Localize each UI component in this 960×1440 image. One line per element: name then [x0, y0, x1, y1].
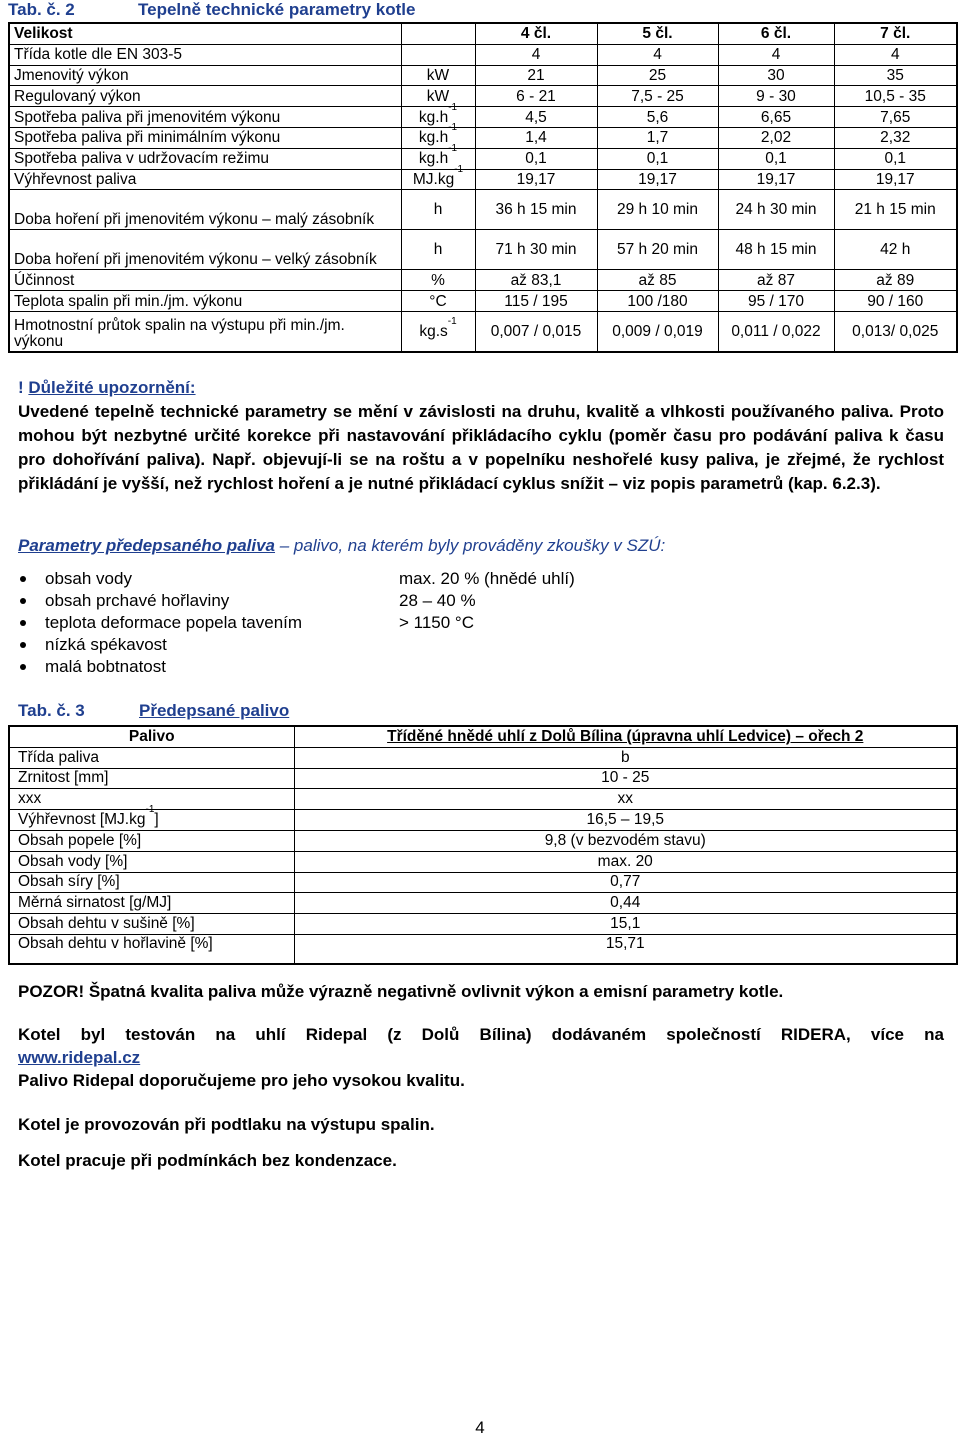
row-label [9, 747, 294, 768]
table-row [9, 291, 957, 312]
tab3-heading [18, 701, 290, 721]
label-text: Obsah popele [%] [18, 831, 142, 849]
tab2-title: Tepelně technické parametry kotle [138, 0, 416, 19]
item-label: malá bobtnatost [45, 657, 166, 676]
unit-exponent: -1 [448, 122, 458, 134]
row-unit [401, 143, 475, 169]
value-cell: 42 h [834, 230, 957, 270]
value-cell: 6 - 21 [475, 86, 597, 107]
unit-exponent: -1 [448, 101, 458, 113]
table-row [9, 830, 957, 851]
table-row [9, 169, 957, 190]
tab3-label: Tab. č. 3 [18, 701, 85, 720]
row-unit [401, 291, 475, 312]
table-row [9, 107, 957, 128]
label-text: xxx [18, 790, 42, 808]
value-cell: 0,1 [834, 148, 957, 169]
row-label [9, 872, 294, 893]
value-cell: 30 [718, 65, 834, 86]
unit-text: kW [426, 66, 450, 84]
tested-text: Kotel byl testován na uhlí Ridepal (z Dolů Bílina) dodávaném společností RIDERA, více na [18, 1025, 944, 1044]
value-cell: 48 h 15 min [718, 230, 834, 270]
value-cell: 19,17 [718, 169, 834, 190]
row-label: Spotřeba paliva v udržovacím režimu [9, 148, 401, 169]
list-item [18, 634, 302, 656]
value-cell: 25 [597, 65, 718, 86]
list-item [18, 590, 476, 612]
label-text: Třída paliva [18, 748, 99, 766]
value-cell: max. 20 [294, 851, 957, 872]
item-label: nízká spékavost [45, 635, 167, 654]
recommend-text: Palivo Ridepal doporučujeme pro jeho vysokou kvalitu. [18, 1071, 465, 1090]
value-cell: 21 [475, 65, 597, 86]
value-cell: 71 h 30 min [475, 230, 597, 270]
value-cell: 9 - 30 [718, 86, 834, 107]
row-unit [401, 44, 475, 65]
table-row [9, 86, 957, 107]
item-label: obsah prchavé hořlaviny [45, 591, 230, 610]
item-label: teplota deformace popela tavením [45, 613, 303, 632]
value-cell: až 87 [718, 270, 834, 291]
list-item [18, 612, 475, 634]
row-label [9, 851, 294, 872]
tab2-label: Tab. č. 2 [8, 0, 75, 19]
fuel-params-subtitle: – palivo, na kterém byly prováděny zkoušky v SZÚ: [275, 536, 666, 555]
unit-text: % [431, 271, 445, 289]
value-cell: 29 h 10 min [597, 190, 718, 230]
value-cell: 15,71 [294, 934, 957, 964]
table-row [9, 311, 957, 352]
table-header-row [9, 726, 957, 747]
condense-text: Kotel pracuje při podmínkách bez kondenzace. [18, 1151, 397, 1170]
row-label [9, 934, 294, 964]
table-row [9, 65, 957, 86]
row-unit [401, 65, 475, 86]
bullet-icon [20, 598, 26, 604]
table-row [9, 270, 957, 291]
value-cell: b [294, 747, 957, 768]
notice-heading-text: Důležité upozornění: [28, 378, 196, 397]
value-cell: 19,17 [834, 169, 957, 190]
value-cell: 35 [834, 65, 957, 86]
row-unit [401, 122, 475, 148]
value-cell: 100 /180 [597, 291, 718, 312]
row-label [9, 830, 294, 851]
value-cell: 10 - 25 [294, 768, 957, 789]
value-cell: 95 / 170 [718, 291, 834, 312]
value-cell: 4,5 [475, 107, 597, 128]
value-cell: 7,5 - 25 [597, 86, 718, 107]
value-cell: 0,44 [294, 893, 957, 914]
table-row [9, 914, 957, 935]
value-cell: 1,7 [597, 127, 718, 148]
label-exponent: -1 [145, 804, 155, 816]
value-cell: 4 [475, 44, 597, 65]
unit-exponent: -1 [448, 143, 458, 155]
unit-text: kg.s [419, 322, 448, 340]
unit-text: h [433, 241, 443, 259]
value-cell: 0,009 / 0,019 [597, 311, 718, 352]
list-item [18, 568, 575, 590]
row-label [9, 914, 294, 935]
value-cell: 15,1 [294, 914, 957, 935]
value-cell: 5,6 [597, 107, 718, 128]
ridepal-link[interactable]: www.ridepal.cz [18, 1048, 141, 1067]
row-unit [401, 101, 475, 128]
row-label: Spotřeba paliva při minimálním výkonu [9, 127, 401, 148]
row-label: Doba hoření při jmenovitém výkonu – malý zásobník [9, 190, 401, 230]
unit-text: kW [426, 87, 450, 105]
row-label: Výhřevnost paliva [9, 169, 401, 190]
table-row [9, 230, 957, 270]
header-cell: Velikost [9, 23, 401, 44]
important-notice [18, 376, 944, 496]
value-cell: 2,02 [718, 127, 834, 148]
notice-prefix: ! [18, 378, 29, 397]
table-row [9, 747, 957, 768]
value-cell: 57 h 20 min [597, 230, 718, 270]
item-value: max. 20 % (hnědé uhlí) [399, 569, 575, 588]
header-cell [294, 726, 957, 747]
row-unit [401, 86, 475, 107]
label-suffix: ] [154, 811, 159, 829]
table-row [9, 872, 957, 893]
row-label: Spotřeba paliva při jmenovitém výkonu [9, 107, 401, 128]
row-label [9, 893, 294, 914]
row-unit [401, 163, 475, 190]
value-cell: 0,013/ 0,025 [834, 311, 957, 352]
label-text: Výhřevnost [MJ.kg [18, 811, 146, 829]
unit-text: MJ.kg [412, 170, 455, 188]
table-row [9, 851, 957, 872]
tab3-title: Předepsané palivo [139, 701, 290, 720]
unit-text: kg.h [418, 129, 449, 147]
value-cell: 19,17 [597, 169, 718, 190]
header-cell: 5 čl. [597, 23, 718, 44]
value-cell: až 89 [834, 270, 957, 291]
row-label [9, 804, 294, 831]
fuel-params-heading [18, 536, 665, 556]
header-cell: 4 čl. [475, 23, 597, 44]
header-text: Tříděné hnědé uhlí z Dolů Bílina (úpravna uhlí Ledvice) – ořech 2 [387, 727, 864, 745]
value-cell: 4 [597, 44, 718, 65]
row-label: Regulovaný výkon [9, 86, 401, 107]
row-label [9, 768, 294, 789]
value-cell: 19,17 [475, 169, 597, 190]
bullet-icon [20, 620, 26, 626]
warning-pozor: POZOR! Špatná kvalita paliva může výrazně negativně ovlivnit výkon a emisní parametry kotle. [18, 982, 784, 1001]
label-text: Obsah dehtu v sušině [%] [18, 915, 195, 933]
value-cell: 0,007 / 0,015 [475, 311, 597, 352]
label-text: Obsah vody [%] [18, 852, 128, 870]
notice-body: Uvedené tepelně technické parametry se mění v závislosti na druhu, kvalitě a vlhkosti používaného paliva. Proto mohou být nezbytné určité korekce při nastavování přikládacího cyklu (poměr času pro podávání paliva k času pro dohořívání paliva). Např. objevují-li se na roštu a v popelníku neshořelé kusy paliva, je zřejmé, že rychlost přikládání je vyšší, než rychlost hoření a je nutné přikládací cyklus snížit – viz popis parametrů (kap. 6.2.3). [18, 402, 944, 493]
row-label: Hmotnostní průtok spalin na výstupu při min./jm. výkonu [9, 311, 401, 352]
row-unit [401, 311, 475, 352]
list-item [18, 656, 302, 678]
value-cell: 21 h 15 min [834, 190, 957, 230]
table-row [9, 893, 957, 914]
row-unit [401, 190, 475, 230]
row-unit [401, 230, 475, 270]
table-row [9, 44, 957, 65]
bullet-icon [20, 642, 26, 648]
header-cell: Palivo [9, 726, 294, 747]
unit-exponent: -1 [454, 163, 464, 175]
page-number: 4 [475, 1418, 485, 1437]
value-cell: 4 [834, 44, 957, 65]
label-text: Obsah síry [%] [18, 873, 120, 891]
value-cell: až 85 [597, 270, 718, 291]
row-label: Účinnost [9, 270, 401, 291]
header-cell: 6 čl. [718, 23, 834, 44]
item-value: 28 – 40 % [399, 591, 476, 610]
table-header-row [9, 23, 957, 44]
label-text: Obsah dehtu v hořlavině [%] [18, 934, 213, 952]
value-cell: 4 [718, 44, 834, 65]
value-cell: 0,1 [718, 148, 834, 169]
label-text: Zrnitost [mm] [18, 769, 109, 787]
value-cell: 90 / 160 [834, 291, 957, 312]
value-cell: až 83,1 [475, 270, 597, 291]
unit-text: °C [429, 292, 447, 310]
operate-text: Kotel je provozován při podtlaku na výstupu spalin. [18, 1115, 435, 1134]
boiler-parameters-table [8, 22, 958, 353]
row-label: Teplota spalin při min./jm. výkonu [9, 291, 401, 312]
test-info [18, 1023, 944, 1092]
item-label: obsah vody [45, 569, 132, 588]
value-cell: 0,1 [475, 148, 597, 169]
value-cell: 0,77 [294, 872, 957, 893]
unit-text: kg.h [418, 108, 449, 126]
value-cell: 16,5 – 19,5 [294, 810, 957, 831]
value-cell: 6,65 [718, 107, 834, 128]
bullet-icon [20, 664, 26, 670]
value-cell: 24 h 30 min [718, 190, 834, 230]
value-cell: 0,011 / 0,022 [718, 311, 834, 352]
bullet-icon [20, 576, 26, 582]
value-cell: 2,32 [834, 127, 957, 148]
value-cell: 115 / 195 [475, 291, 597, 312]
unit-text: h [433, 201, 443, 219]
table-row [9, 148, 957, 169]
fuel-params-list [18, 568, 575, 678]
value-cell: 36 h 15 min [475, 190, 597, 230]
value-cell: 7,65 [834, 107, 957, 128]
value-cell: 10,5 - 35 [834, 86, 957, 107]
row-unit [401, 270, 475, 291]
fuel-params-title: Parametry předepsaného paliva [18, 536, 276, 555]
row-label: Doba hoření při jmenovitém výkonu – velký zásobník [9, 230, 401, 270]
value-cell: 1,4 [475, 127, 597, 148]
row-label: Jmenovitý výkon [9, 65, 401, 86]
label-text: Měrná sirnatost [g/MJ] [18, 894, 172, 912]
table-row [9, 127, 957, 148]
notice-heading [18, 376, 944, 400]
tab2-heading [8, 0, 416, 20]
unit-text: kg.h [418, 150, 449, 168]
table-row [9, 768, 957, 789]
table-row [9, 934, 957, 964]
value-cell: xx [294, 789, 957, 810]
item-value: > 1150 °C [399, 613, 475, 632]
header-cell: 7 čl. [834, 23, 957, 44]
value-cell: 9,8 (v bezvodém stavu) [294, 830, 957, 851]
table-row [9, 810, 957, 831]
header-cell [401, 23, 475, 44]
unit-exponent: -1 [447, 315, 457, 327]
prescribed-fuel-table [8, 725, 958, 965]
table-row [9, 190, 957, 230]
row-label: Třída kotle dle EN 303-5 [9, 44, 401, 65]
value-cell: 0,1 [597, 148, 718, 169]
